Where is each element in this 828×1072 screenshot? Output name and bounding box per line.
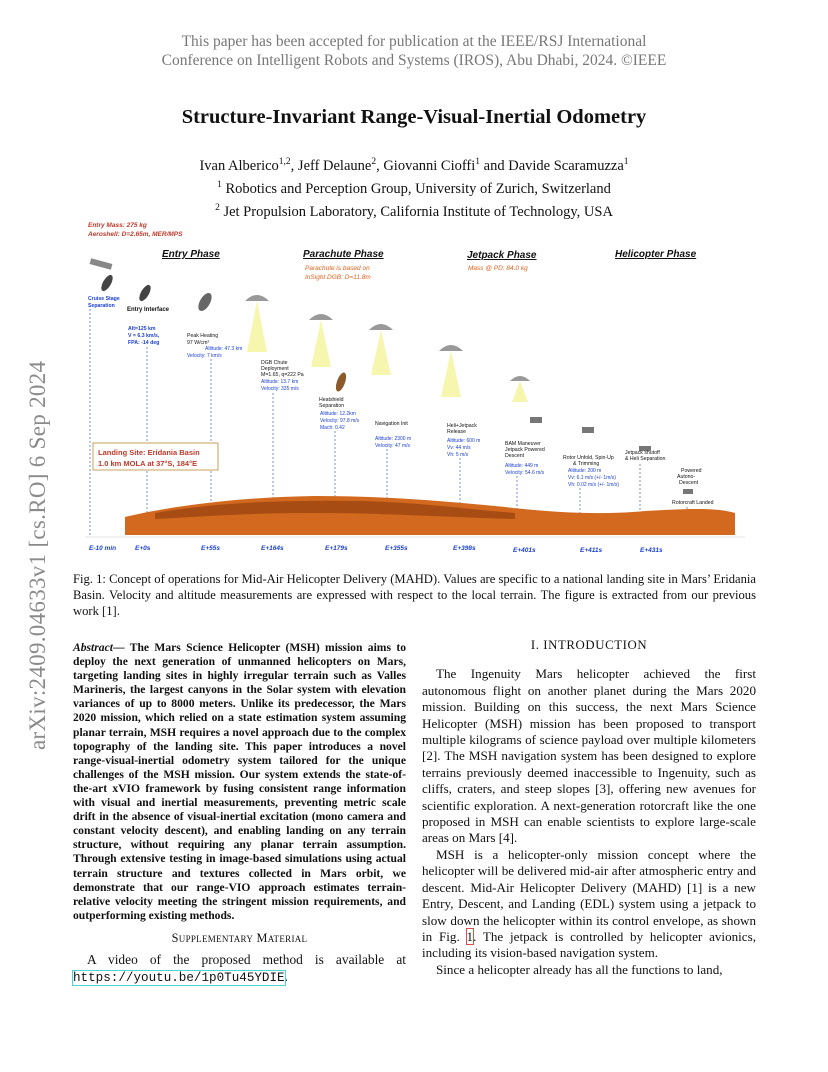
bam-label-1: BAM Maneuver — [505, 441, 541, 447]
parachute-note-1: Parachute is based on — [305, 265, 370, 272]
phase-jetpack: Jetpack Phase — [467, 250, 537, 261]
heatshield-altitude: Altitude: 12.2km — [320, 411, 356, 417]
cruise-stage-icon — [90, 258, 113, 269]
shutoff-label-2: & Heli Separation — [625, 456, 666, 462]
time-mark: E+164s — [261, 545, 284, 552]
arxiv-stamp — [5, 290, 50, 750]
entry-interface-label: Entry Interface — [127, 307, 170, 313]
author-sup: 1 — [475, 157, 481, 167]
rotor-altitude: Altitude: 200 m — [568, 468, 602, 474]
time-mark: E-10 min — [89, 545, 117, 552]
rotor-label-2: & Trimming — [573, 461, 600, 467]
intro-paragraph-2 — [422, 847, 756, 962]
time-mark: E+411s — [580, 547, 603, 554]
dgb-velocity: Velocity: 335 m/s — [261, 386, 299, 392]
phase-entry: Entry Phase — [162, 249, 220, 260]
jetpack-note: Mass @ PD: 84.0 kg — [468, 265, 528, 272]
left-column — [73, 641, 406, 987]
dgb-label-1: DGB Chute — [261, 360, 288, 366]
author-scaramuzza: and Davide Scaramuzza — [480, 157, 624, 174]
aeroshell-icon — [137, 283, 153, 303]
author-sup: 2 — [371, 157, 377, 167]
rotor-vh: Vh: 0.02 m/s (+/- 1m/s) — [568, 482, 619, 488]
bam-altitude: Altitude: 449 m — [505, 463, 539, 469]
affil-sup: 2 — [215, 202, 220, 213]
parachute-icon — [439, 345, 463, 351]
abstract-text: — The Mars Science Helicopter (MSH) mission aims to deploy the next generation of unmanned helicopters on Mars, targeting landing sites in highly irregular terrain such as Valles Marineris, the largest canyons in the Solar system with elevation variances of up to 8000 meters. Unlike its predecessor, the Mars 2020 mission, which relied on a state estimation system assuming planar terrain, MSH requires a novel approach due to the complex topography of the landing site. This paper introduces a novel range-visual-inertial odometry system tailored for the unique challenges of the MSH mission. Our system extends the state-of-the-art xVIO framework by fusing consistent range information with visual and inertial measurements, preventing metric scale drift in the absence of visual-inertial excitation (mono camera and constant velocity descent), and enabling landing on any terrain structure, without requiring any planar terrain assumption. Through extensive testing in image-based simulations using actual terrain structure and textures collected in Mars orbit, we demonstrate that our range-VIO approach estimates terrain-relative velocity meeting the stringent mission requirements, and outperforming existing methods. — [73, 641, 406, 922]
heli-altitude: Altitude: 600 m — [447, 438, 481, 444]
video-link[interactable]: https://youtu.be/1p0Tu45YDIE — [73, 970, 285, 985]
heli-vv: Vv: 44 m/s — [447, 445, 471, 451]
heli-vh: Vh: 5 m/s — [447, 452, 469, 458]
jetpack-icon — [530, 417, 542, 423]
helicopter-icon — [683, 489, 693, 494]
heatshield-velocity: Velocity: 97.8 m/s — [320, 418, 360, 424]
light-cone — [311, 320, 331, 367]
time-mark: E+55s — [201, 545, 220, 552]
intro-p2-start: MSH is a helicopter-only mission concept where the helicopter will be delivered mid-air after atmospheric entry and descent. Mid-Air Helicopter Delivery (MAHD) [1] is a new Entry, Descent, and Landing (EDL) system using a jetpack to slow down the helicopter within its control envelope, as shown in Fig. — [422, 846, 756, 944]
bam-label-3: Descent — [505, 453, 525, 459]
section-heading-introduction: I. INTRODUCTION — [530, 638, 648, 652]
phase-helicopter: Helicopter Phase — [615, 249, 697, 260]
powered-label-2: Autono- — [677, 474, 696, 480]
time-mark: E+431s — [640, 547, 663, 554]
time-mark: E+401s — [513, 547, 536, 554]
intro-paragraph-3: Since a helicopter already has all the functions to land, — [436, 961, 723, 977]
affil-text: Jet Propulsion Laboratory, California Institute of Technology, USA — [219, 203, 613, 220]
arxiv-id: arXiv:2409.04633v1 [cs.RO] 6 Sep 2024 — [25, 360, 50, 750]
light-cone — [512, 381, 528, 402]
heating-capsule-icon — [196, 291, 215, 313]
powered-label-3: Descent — [679, 480, 699, 486]
supplementary-end: . — [284, 968, 288, 984]
affil-sup: 1 — [217, 179, 222, 190]
time-mark: E+179s — [325, 545, 348, 552]
affiliation-1 — [0, 176, 828, 199]
affil-text: Robotics and Perception Group, University of Zurich, Switzerland — [221, 180, 611, 197]
parachute-icon — [369, 324, 393, 330]
dgb-label-2: Deployment — [261, 366, 289, 372]
author-alberico: Ivan Alberico — [199, 157, 279, 174]
figure-caption — [73, 571, 756, 620]
parachute-icon — [309, 314, 333, 320]
paper-title: Structure-Invariant Range-Visual-Inertial Odometry — [181, 106, 647, 128]
bam-label-2: Jetpack Powered — [505, 447, 545, 453]
supplementary-heading: Supplementary Material — [171, 930, 308, 945]
abstract — [73, 641, 406, 923]
figure-reference-link[interactable]: 1 — [466, 928, 474, 944]
shutoff-label-1: Jetpack shutoff — [625, 450, 660, 456]
landed-label: Rotorcraft Landed — [672, 500, 714, 506]
peak-velocity: Velocity: 7 km/s — [187, 353, 222, 359]
figure-canvas — [85, 217, 755, 560]
dgb-altitude: Altitude: 13.7 km — [261, 379, 299, 385]
cruise-label-2: Separation — [88, 303, 115, 309]
heatshield-mach: Mach: 0.42 — [320, 425, 345, 431]
heli-release-label-1: Heli+Jetpack — [447, 423, 477, 429]
right-column — [422, 637, 756, 978]
author-sup: 1,2 — [278, 157, 291, 167]
heatshield-label-2: Separation — [319, 403, 345, 409]
time-mark: E+398s — [453, 545, 476, 552]
parachute-icon — [245, 295, 269, 301]
time-mark: E+355s — [385, 545, 408, 552]
author-delaune: , Jeff Delaune — [290, 157, 372, 174]
abstract-label: Abstract — [73, 641, 113, 654]
powered-label-1: Powered — [681, 468, 702, 474]
author-sup: 1 — [623, 157, 629, 167]
helicopter-icon — [582, 427, 594, 433]
author-cioffi: , Giovanni Cioffi — [376, 157, 476, 174]
intro-paragraph-1: The Ingenuity Mars helicopter achieved the first autonomous flight on another planet during the Mars 2020 mission. Building on this success, the next Mars Science Helicopter (MSH) mission has been proposed to transport multiple kilograms of science payload over multiple kilometers [2]. The MSH navigation system has been designed to explore terrains previously deemed inaccessible to Ingenuity, such as cliffs, craters, and steep slopes [3], offering new avenues for scientific exploration. A next-generation rotorcraft like the one proposed in MSH can enable scientists to explore large-scale areas on Mars [4]. — [422, 666, 756, 846]
parachute-note-2: InSight DGB: D=11.8m — [305, 274, 371, 281]
rotor-label-1: Rotor Unfold, Spin-Up — [563, 455, 614, 461]
dgb-label-3: M=1.65, q=222 Pa — [261, 372, 304, 378]
figure-edl-concept — [85, 217, 755, 560]
peak-heating-label: Peak Heating — [187, 333, 219, 339]
heatshield-label-1: Heatshield — [319, 397, 344, 403]
light-cone — [247, 301, 267, 352]
parachute-icon — [510, 376, 530, 381]
aeroshell-icon — [99, 273, 115, 293]
notice-line-2: Conference on Intelligent Robots and Systems (IROS), Abu Dhabi, 2024. ©IEEE — [161, 52, 667, 69]
caption-label: Fig. 1: — [73, 572, 106, 586]
publication-notice — [0, 32, 828, 70]
aeroshell: Aeroshell: D=2.65m, MER/MPS — [88, 231, 183, 238]
rotor-vv: Vv: 6.1 m/s (+/- 1m/s) — [568, 475, 616, 481]
supplementary-text — [73, 951, 406, 987]
time-mark: E+0s — [135, 545, 151, 552]
peak-altitude: Altitude: 47.3 km — [205, 346, 243, 352]
peak-heating-value: 97 W/cm² — [187, 340, 210, 346]
intro-p2-end: . The jetpack is controlled by helicopter avionics, including its vision-based navigation system. — [422, 928, 756, 961]
author-block — [0, 153, 828, 221]
landing-site-line-1: Landing Site: Eridania Basin — [98, 448, 200, 457]
entry-fpa: FPA: -14 deg — [128, 340, 160, 346]
light-cone — [441, 351, 461, 397]
entry-velocity: V = 6.3 km/s, — [128, 333, 160, 339]
nav-velocity: Velocity: 47 m/s — [375, 443, 411, 449]
nav-init-label: Navigation Init — [375, 421, 408, 427]
bam-velocity: Velocity: 54.6 m/s — [505, 470, 545, 476]
entry-mass: Entry Mass: 275 kg — [88, 222, 147, 229]
nav-altitude: Altitude: 2300 m — [375, 436, 412, 442]
cruise-label-1: Cruise Stage — [88, 296, 120, 302]
landing-site-line-2: 1.0 km MOLA at 37°S, 184°E — [98, 459, 198, 468]
caption-text: Concept of operations for Mid-Air Helicopter Delivery (MAHD). Values are specific to a national landing site in Mars’ Eridania Basin. Velocity and altitude measurements are expressed with respect to the local terrain. The figure is extracted from our previous work [1]. — [73, 572, 756, 619]
light-cone — [371, 330, 391, 375]
phase-parachute: Parachute Phase — [303, 249, 384, 260]
heli-release-label-2: Release — [447, 429, 467, 435]
heatshield-icon — [334, 371, 348, 393]
entry-alt: Alt=125 km — [128, 326, 156, 332]
author-line — [0, 153, 828, 176]
supplementary-sentence: A video of the proposed method is available at — [87, 951, 406, 967]
notice-line-1: This paper has been accepted for publication at the IEEE/RSJ International — [181, 33, 647, 50]
